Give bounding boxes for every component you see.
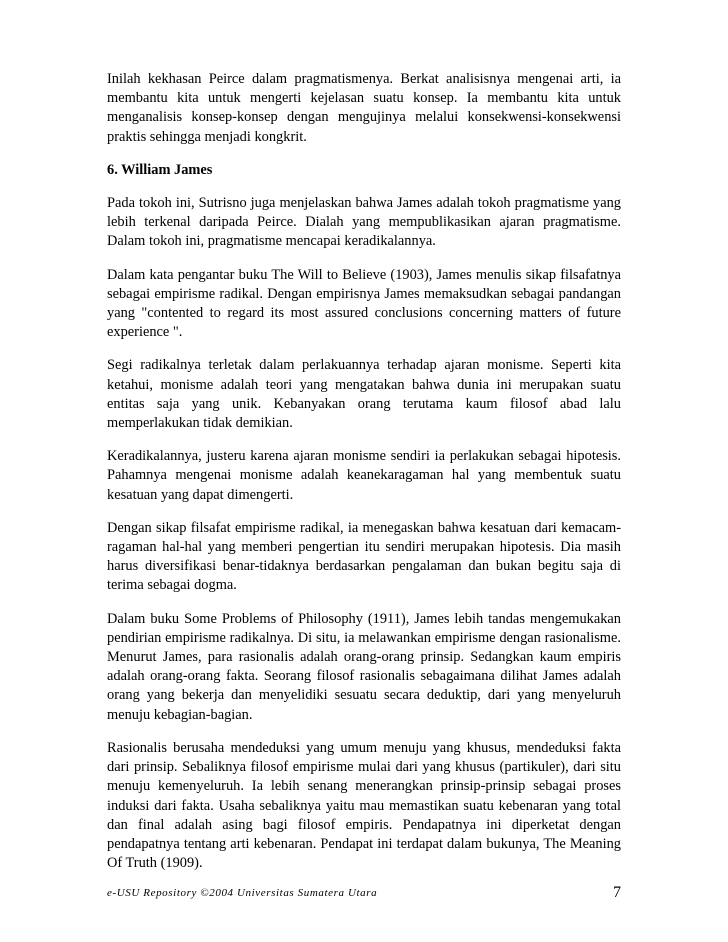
paragraph-some-problems: Dalam buku Some Problems of Philosophy (1911), James lebih tandas mengemukakan pendirian empirisme radikalnya. Di situ, ia melawankan empirisme dengan rasionalisme. Menurut James, para rasionalis adalah orang-orang prinsip. Sedangkan kaum empiris adalah orang-orang fakta. Seorang filosof rasionalis sebagaimana dilihat James adalah orang yang bekerja dan menyelidiki sesuatu secara deduktip, dari yang menyeluruh menuju kebagian-bagian.	[107, 610, 621, 723]
section-heading-william-james: 6. William James	[107, 161, 213, 178]
document-body	[107, 70, 621, 873]
page-number: 7	[613, 884, 621, 901]
paragraph-radical-monism: Segi radikalnya terletak dalam perlakuannya terhadap ajaran monisme. Seperti kita ketahui, monisme adalah teori yang mengatakan bahwa dunia ini merupakan suatu entitas saja yang unik. Kebanyakan orang terutama kaum filosof abad lalu memperlakukan tidak demikian.	[107, 357, 621, 432]
paragraph-james-intro: Pada tokoh ini, Sutrisno juga menjelaskan bahwa James adalah tokoh pragmatisme yang lebih terkenal daripada Peirce. Dialah yang mempublikasikan ajaran pragmatisme. Dalam tokoh ini, pragmatisme mencapai keradikalannya.	[107, 195, 621, 250]
paragraph-radical-empiricism: Dengan sikap filsafat empirisme radikal, ia menegaskan bahwa kesatuan dari kemacam-ragaman hal-hal yang memberi pengertian itu sendiri merupakan hipotesis. Dia masih harus diversifikasi benar-tidaknya berdasarkan pengalaman dan bukan begitu saja di terima sebagai dogma.	[107, 519, 621, 594]
paragraph-will-to-believe: Dalam kata pengantar buku The Will to Believe (1903), James menulis sikap filsafatnya sebagai empirisme radikal. Dengan empirisnya James memaksudkan sebagai pandangan yang "contented to regard its most assured conclusions concerning matters of future experience ".	[107, 266, 621, 341]
repository-credit: e-USU Repository ©2004 Universitas Sumatera Utara	[107, 887, 378, 899]
paragraph-peirce-summary: Inilah kekhasan Peirce dalam pragmatismenya. Berkat analisisnya mengenai arti, ia membantu kita untuk mengerti kejelasan suatu konsep. Ia membantu kita untuk menganalisis konsep-konsep dengan mengujinya melalui konsekwensi-konsekwensi praktis sehingga menjadi kongkrit.	[107, 71, 621, 145]
paragraph-rationalists: Rasionalis berusaha mendeduksi yang umum menuju yang khusus, mendeduksi fakta dari prinsip. Sebaliknya filosof empirisme mulai dari yang khusus (partikuler), dari situ menuju kemenyeluruh. Ia lebih senang menerangkan prinsip-prinsip sebagai proses induksi dari fakta. Usaha sebaliknya yaitu mau memastikan suatu kebenaran yang total dan final adalah asing bagi filosof empiris. Pendapatnya ini diperketat dengan pendapatnya tentang arti kebenaran. Pendapat ini terdapat dalam bukunya, The Meaning Of Truth (1909).	[107, 739, 621, 872]
paragraph-monism-hypothesis: Keradikalannya, justeru karena ajaran monisme sendiri ia perlakukan sebagai hipotesis. Pahamnya mengenai monisme adalah keanekaragaman hal yang membentuk suatu kesatuan yang dapat dimengerti.	[107, 448, 621, 503]
page-footer	[107, 884, 621, 904]
